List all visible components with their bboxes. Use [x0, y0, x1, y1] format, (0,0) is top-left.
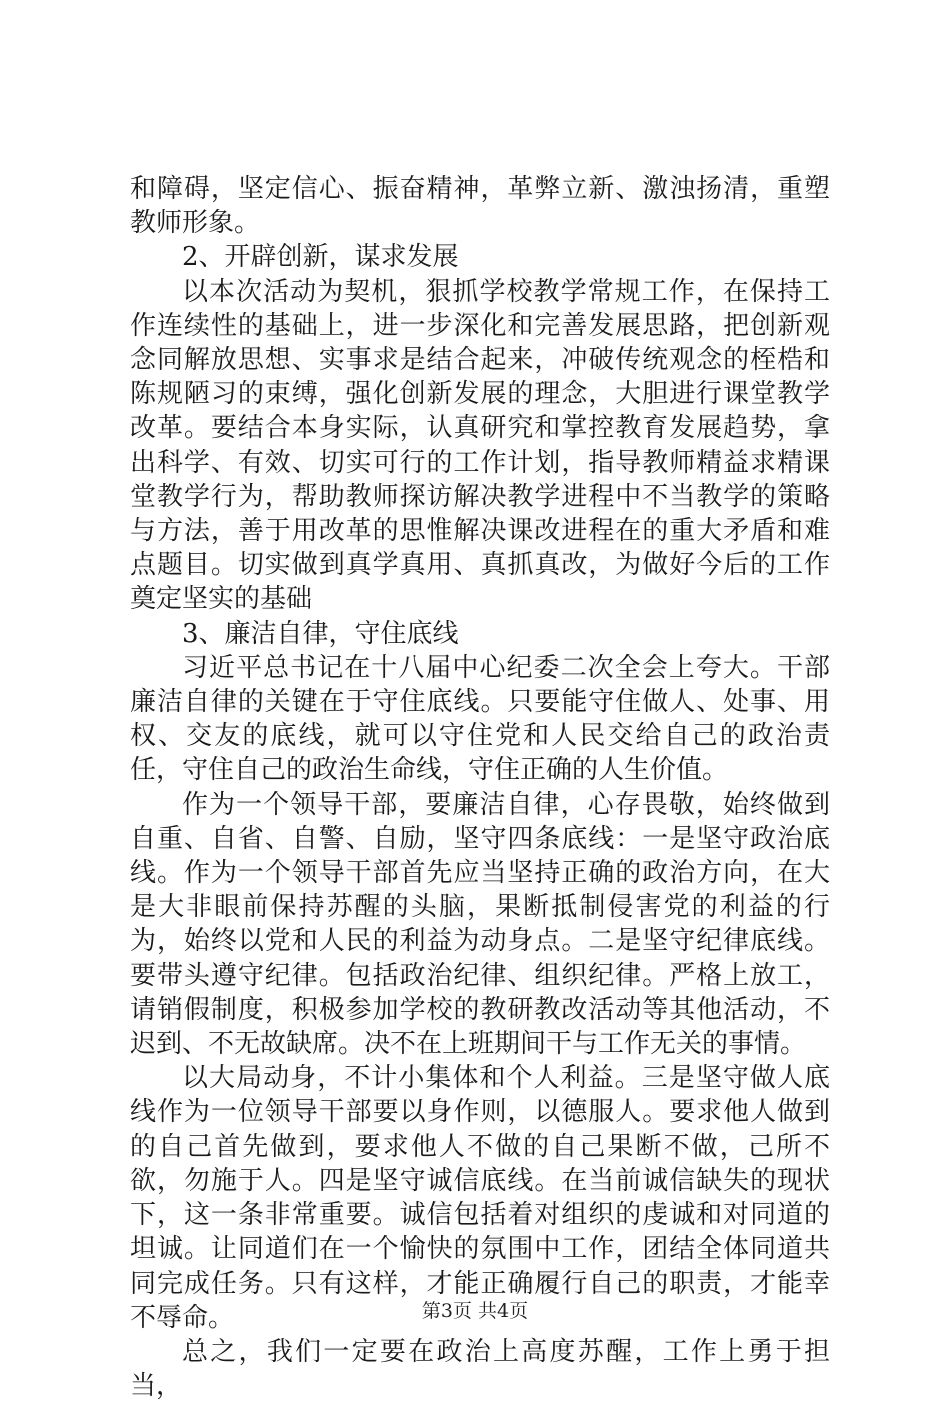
paragraph-conclusion: 总之，我们一定要在政治上高度苏醒，工作上勇于担当，: [130, 1336, 830, 1402]
section-heading-2: 2、开辟创新，谋求发展: [182, 242, 459, 273]
paragraph-four-bottom-lines: 作为一个领导干部，要廉洁自律，心存畏敬，始终做到自重、自省、自警、自励，坚守四条底线：一是坚守政治底线。作为一个领导干部首先应当坚持正确的政治方向，在大是大非眼前保持苏醒的头脑，果断抵制侵害党的利益的行为，始终以党和人民的利益为动身点。二是坚守纪律底线。要带头遵守纪律。包括政治纪律、组织纪律。严格上放工，请销假制度，积极参加学校的教研教改活动等其他活动，不迟到、不无故缺席。决不在上班期间干与工作无关的事情。: [130, 789, 830, 1060]
section-heading-3: 3、廉洁自律，守住底线: [182, 618, 459, 649]
paragraph-innovation: 以本次活动为契机，狠抓学校教学常规工作，在保持工作连续性的基础上，进一步深化和完善发展思路，把创新观念同解放思想、实事求是结合起来，冲破传统观念的桎梏和陈规陋习的束缚，强化创新发展的理念，大胆进行课堂教学改革。要结合本身实际，认真研究和掌控教育发展趋势，拿出科学、有效、切实可行的工作计划，指导教师精益求精课堂教学行为，帮助教师探访解决教学进程中不当教学的策略与方法，善于用改革的思惟解决课改进程在的重大矛盾和难点题目。切实做到真学真用、真抓真改，为做好今后的工作奠定坚实的基础: [130, 276, 830, 615]
paragraph-continuation: 和障碍，坚定信心、振奋精神，革弊立新、激浊扬清，重塑教师形象。: [130, 174, 830, 239]
page-number-footer: 第3页 共4页: [421, 1300, 529, 1322]
paragraph-bottom-line: 习近平总书记在十八届中心纪委二次全会上夸大。干部廉洁自律的关键在于守住底线。只要能守住做人、处事、用权、交友的底线，就可以守住党和人民交给自己的政治责任，守住自己的政治生命线，守住正确的人生价值。: [130, 652, 830, 786]
document-body: [130, 172, 830, 1403]
paragraph-overall-interest: 以大局动身，不计小集体和个人利益。三是坚守做人底线作为一位领导干部要以身作则，以德服人。要求他人做到的自己首先做到，要求他人不做的自己果断不做，己所不欲，勿施于人。四是坚守诚信底线。在当前诚信缺失的现状下，这一条非常重要。诚信包括着对组织的虔诚和对同道的坦诚。让同道们在一个愉快的氛围中工作，团结全体同道共同完成任务。只有这样，才能正确履行自己的职责，才能幸不辱命。: [130, 1063, 830, 1333]
